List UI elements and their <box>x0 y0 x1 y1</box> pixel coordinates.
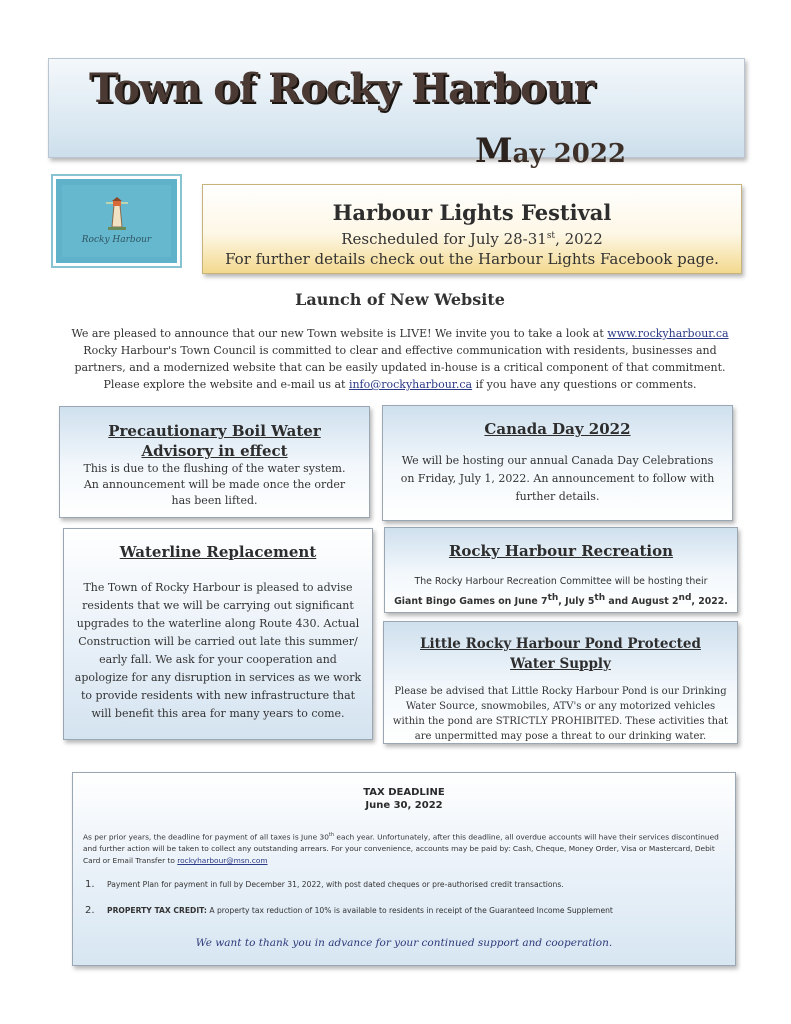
lighthouse-icon <box>102 197 132 231</box>
website-text-1: We are pleased to announce that our new Town website is LIVE! We invite you to take a look at <box>71 327 604 340</box>
recreation-line-2 <box>385 590 737 610</box>
tax-body-sup: th <box>328 832 335 838</box>
bingo-sup-b: th <box>594 593 606 603</box>
bingo-date-d: , 2022. <box>691 596 728 608</box>
tax-item-1-text: Payment Plan for payment in full by December 31, 2022, with post dated cheques or pre-authorised credit transactions. <box>107 880 564 889</box>
tax-date: June 30, 2022 <box>365 800 443 811</box>
canada-day-title: Canada Day 2022 <box>484 420 631 438</box>
tax-deadline-card <box>72 772 736 966</box>
recreation-title: Rocky Harbour Recreation <box>448 542 674 560</box>
recreation-card <box>384 527 738 613</box>
tax-item-2-label: PROPERTY TAX CREDIT: <box>107 906 207 915</box>
tax-item-2-number: 2. <box>85 905 95 916</box>
logo-background <box>62 185 171 257</box>
pond-title: Little Rocky Harbour Pond Protected Water Supply <box>420 636 701 672</box>
tax-title: TAX DEADLINE <box>363 787 445 798</box>
tax-item-1 <box>85 879 564 890</box>
tax-body-a: As per prior years, the deadline for payment of all taxes is June 30 <box>83 832 329 842</box>
bingo-sup-a: th <box>547 593 559 603</box>
canada-day-card <box>382 405 733 521</box>
recreation-line-1: The Rocky Harbour Recreation Committee will be hosting their <box>414 576 708 587</box>
canada-day-body: We will be hosting our annual Canada Day Celebrations on Friday, July 1, 2022. An announcement to follow with further details. <box>400 454 715 503</box>
festival-date-prefix: Rescheduled for July 28-31 <box>341 230 547 248</box>
pond-body: Please be advised that Little Rocky Harbour Pond is our Drinking Water Source, snowmobiles, ATV's or any motorized vehicles within the pond are STRICTLY PROHIBITED. These activities that are unpermitted may pose a threat to our drinking water. <box>392 686 729 742</box>
issue-rest: ay 2022 <box>512 139 626 169</box>
waterline-body: The Town of Rocky Harbour is pleased to advise residents that we will be carrying out significant upgrades to the waterline along Route 430. Actual Construction will be carried out late this summer/ early fall. We ask for your cooperation and apologize for any disruption in services as we work to provide residents with new infrastructure that will benefit this area for many years to come. <box>74 581 362 720</box>
festival-date-suffix: , 2022 <box>555 230 603 248</box>
issue-initial: M <box>474 131 513 171</box>
tax-closing: We want to thank you in advance for your continued support and cooperation. <box>195 937 613 949</box>
bingo-date-a: Giant Bingo Games on June 7 <box>394 596 548 608</box>
town-logo <box>53 176 180 266</box>
issue-date <box>475 131 626 171</box>
bingo-date-b: , July 5 <box>558 596 595 608</box>
pond-card <box>383 621 738 744</box>
waterline-card <box>63 528 373 740</box>
newsletter-title: Town of Rocky Harbour <box>89 65 594 112</box>
bingo-date-c: and August 2 <box>605 596 679 608</box>
recreation-body <box>385 574 737 610</box>
website-link[interactable]: www.rockyharbour.ca <box>607 327 729 340</box>
bingo-sup-c: nd <box>678 593 692 603</box>
festival-date-sup: st <box>546 231 556 241</box>
newsletter-header <box>48 58 745 171</box>
tax-item-2 <box>85 905 613 916</box>
boil-water-card <box>59 406 370 518</box>
logo-text: Rocky Harbour <box>81 235 152 245</box>
email-link[interactable]: info@rockyharbour.ca <box>348 378 473 391</box>
website-text-2: Rocky Harbour's Town Council is committed to clear and effective communication with residents, businesses and partners, and a modernized website that can be easily updated in-house is a critical component of that commitment. Please explore the website and e-mail us at <box>74 344 726 391</box>
festival-banner <box>202 184 742 274</box>
website-body <box>65 325 735 393</box>
tax-email-link[interactable]: rockyharbour@msn.com <box>177 856 268 866</box>
waterline-title: Waterline Replacement <box>119 543 317 561</box>
tax-item-2-text: A property tax reduction of 10% is available to residents in receipt of the Guaranteed Income Supplement <box>206 906 613 915</box>
tax-item-1-number: 1. <box>85 879 95 890</box>
website-title: Launch of New Website <box>295 290 505 309</box>
boil-water-title: Precautionary Boil Water Advisory in effect <box>108 422 321 460</box>
tax-body-b: each year. Unfortunately, after this deadline, all overdue accounts will have their services discontinued and further action will be taken to collect any outstanding arrears. For your convenience, accounts may be paid by: Cash, Cheque, Money Order, Visa or Mastercard, Debit Card or Email Transfer to <box>83 832 719 866</box>
festival-date <box>203 230 741 248</box>
boil-water-body: This is due to the flushing of the water system. An announcement will be made once the order has been lifted. <box>83 462 346 507</box>
festival-title: Harbour Lights Festival <box>332 200 612 225</box>
tax-body <box>83 829 725 867</box>
festival-note: For further details check out the Harbour Lights Facebook page. <box>225 250 719 268</box>
website-text-3: if you have any questions or comments. <box>475 378 697 391</box>
website-section <box>65 290 735 393</box>
